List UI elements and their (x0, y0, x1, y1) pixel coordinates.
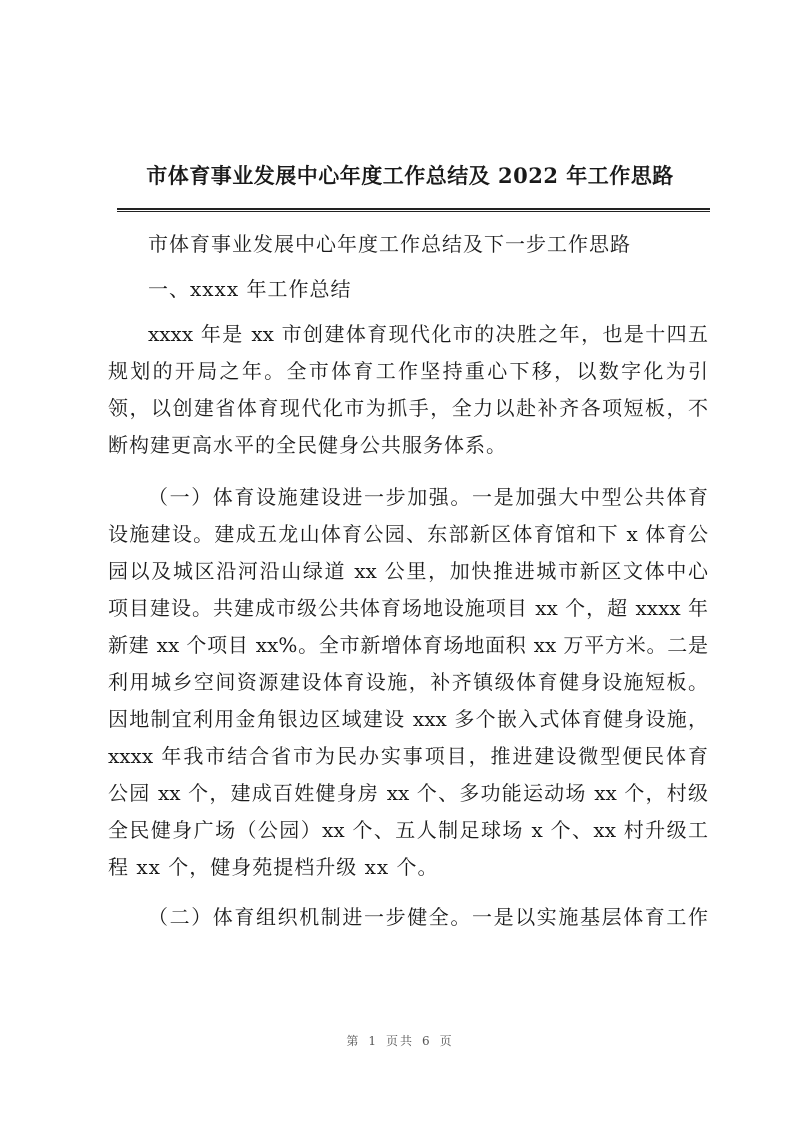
subtitle-line: 市体育事业发展中心年度工作总结及下一步工作思路 (148, 232, 631, 256)
title-divider (117, 208, 710, 212)
page-footer (0, 1032, 800, 1049)
paragraph-line: 项目建设。共建成市级公共体育场地设施项目 xx 个，超 xxxx 年 (108, 596, 708, 620)
paragraph-line: 利用城乡空间资源建设体育设施，补齐镇级体育健身设施短板。 (108, 670, 708, 694)
footer-suffix: 页 (439, 1034, 454, 1048)
paragraph-line: （二）体育组织机制进一步健全。一是以实施基层体育工作 (148, 905, 708, 929)
paragraph-line: 设施建设。建成五龙山体育公园、东部新区体育馆和下 x 体育公 (108, 522, 708, 546)
paragraph-line: 新建 xx 个项目 xx%。全市新增体育场地面积 xx 万平方米。二是 (108, 633, 708, 657)
footer-prefix: 第 (346, 1034, 361, 1048)
paragraph-line: 断构建更高水平的全民健身公共服务体系。 (108, 433, 507, 457)
section-heading: 一、xxxx 年工作总结 (148, 277, 352, 301)
paragraph-line: 程 xx 个，健身苑提档升级 xx 个。 (108, 855, 439, 879)
paragraph-line: xxxx 年是 xx 市创建体育现代化市的决胜之年，也是十四五 (148, 322, 708, 346)
paragraph-line: 公园 xx 个，建成百姓健身房 xx 个、多功能运动场 xx 个，村级 (108, 781, 708, 805)
paragraph-line: xxxx 年我市结合省市为民办实事项目，推进建设微型便民体育 (108, 744, 708, 768)
paragraph-line: 规划的开局之年。全市体育工作坚持重心下移，以数字化为引 (108, 359, 708, 383)
document-title: 市体育事业发展中心年度工作总结及 2022 年工作思路 (146, 163, 674, 188)
footer-total-pages: 6 (422, 1034, 432, 1048)
paragraph-line: 因地制宜利用金角银边区域建设 xxx 多个嵌入式体育健身设施， (108, 707, 708, 731)
paragraph-line: （一）体育设施建设进一步加强。一是加强大中型公共体育 (148, 485, 708, 509)
paragraph-line: 园以及城区沿河沿山绿道 xx 公里，加快推进城市新区文体中心 (108, 559, 708, 583)
footer-page-number: 1 (368, 1034, 378, 1048)
paragraph-line: 领，以创建省体育现代化市为抓手，全力以赴补齐各项短板，不 (108, 396, 708, 420)
paragraph-line: 全民健身广场（公园）xx 个、五人制足球场 x 个、xx 村升级工 (108, 818, 708, 842)
footer-middle: 页共 (385, 1034, 414, 1048)
